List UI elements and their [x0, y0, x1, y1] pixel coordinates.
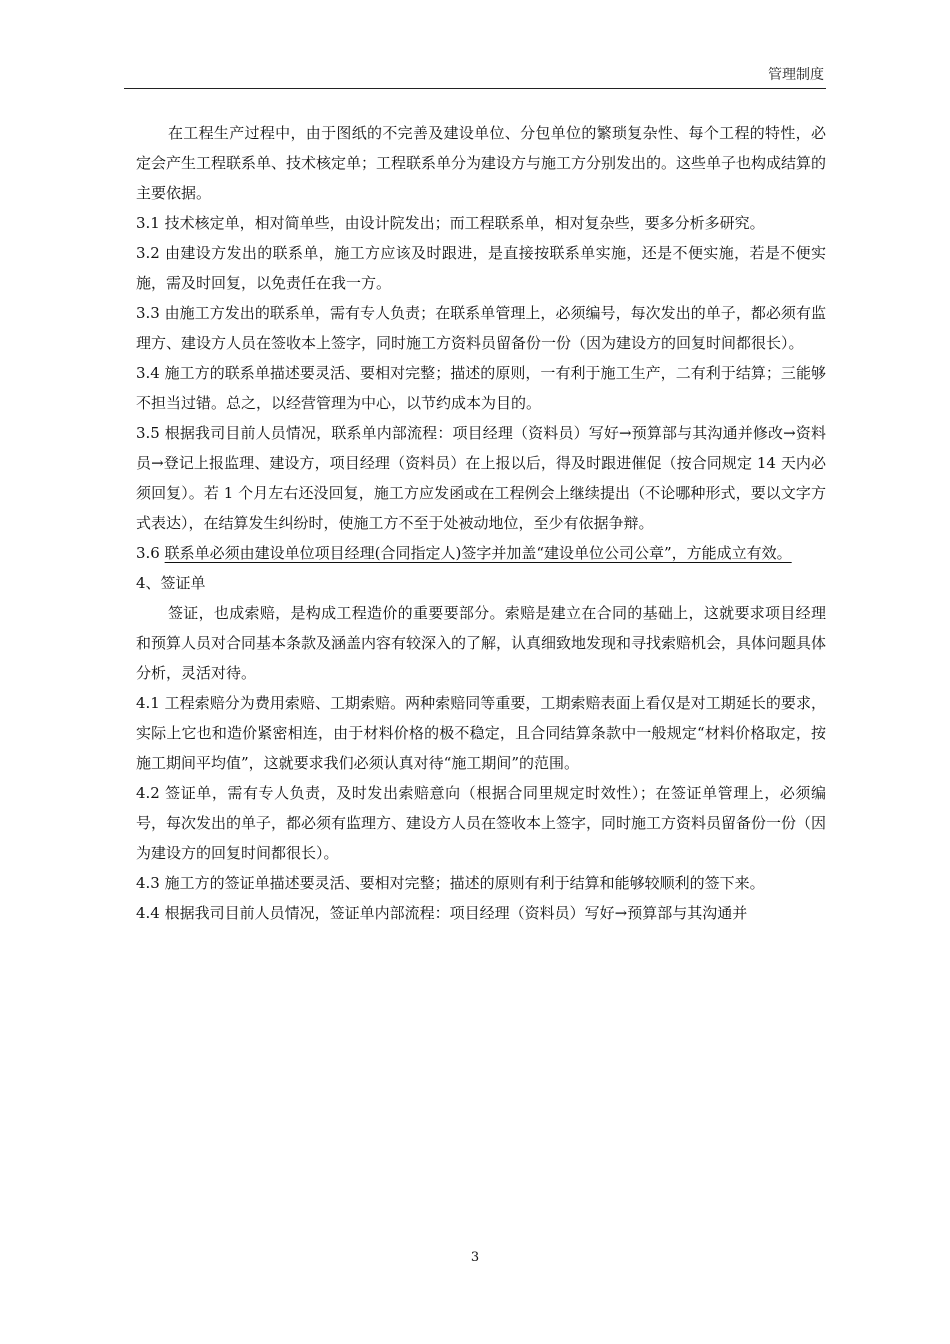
- paragraph-3-6-text: 联系单必须由建设单位项目经理(合同指定人)签字并加盖“建设单位公司公章”，方能成立有效。: [164, 544, 792, 562]
- paragraph-4-intro: 签证，也成索赔，是构成工程造价的重要要部分。索赔是建立在合同的基础上，这就要求项目经理和预算人员对合同基本条款及涵盖内容有较深入的了解，认真细致地发现和寻找索赔机会，具体问题具体分析，灵活对待。: [136, 604, 827, 682]
- paragraph-4-4: 4.4 根据我司目前人员情况，签证单内部流程：项目经理（资料员）写好→预算部与其沟通并: [136, 904, 748, 922]
- header-title: 管理制度: [768, 67, 824, 83]
- paragraph-4-3: 4.3 施工方的签证单描述要灵活、要相对完整；描述的原则有利于结算和能够较顺利的签下来。: [136, 874, 765, 892]
- paragraph-3-6-number: 3.6: [136, 544, 165, 562]
- paragraph-3-3: 3.3 由施工方发出的联系单，需有专人负责；在联系单管理上，必须编号，每次发出的单子，都必须有监理方、建设方人员在签收本上签字，同时施工方资料员留备份一份（因为建设方的回复时间都很长）。: [136, 304, 826, 352]
- paragraph-3-6: [136, 538, 826, 568]
- paragraph-4-2: 4.2 签证单，需有专人负责，及时发出索赔意向（根据合同里规定时效性）；在签证单管理上，必须编号，每次发出的单子，都必须有监理方、建设方人员在签收本上签字，同时施工方资料员留备份一份（因为建设方的回复时间都很长）。: [136, 784, 827, 862]
- intro-paragraph: 在工程生产过程中，由于图纸的不完善及建设单位、分包单位的繁琐复杂性、每个工程的特性，必定会产生工程联系单、技术核定单；工程联系单分为建设方与施工方分别发出的。这些单子也构成结算的主要依据。: [136, 124, 827, 202]
- paragraph-4-1: 4.1 工程索赔分为费用索赔、工期索赔。两种索赔同等重要，工期索赔表面上看仅是对工期延长的要求，实际上它也和造价紧密相连，由于材料价格的极不稳定，且合同结算条款中一般规定“材料价格取定，按施工期间平均值”，这就要求我们必须认真对待“施工期间”的范围。: [136, 694, 826, 772]
- page-header: [124, 64, 826, 89]
- paragraph-3-4: 3.4 施工方的联系单描述要灵活、要相对完整；描述的原则，一有利于施工生产，二有利于结算；三能够不担当过错。总之，以经营管理为中心，以节约成本为目的。: [136, 364, 826, 412]
- document-body: [136, 118, 826, 928]
- page-number: 3: [470, 1250, 480, 1265]
- paragraph-3-2: 3.2 由建设方发出的联系单，施工方应该及时跟进，是直接按联系单实施，还是不便实施，若是不便实施，需及时回复，以免责任在我一方。: [136, 244, 826, 292]
- paragraph-3-1: 3.1 技术核定单，相对简单些，由设计院发出；而工程联系单，相对复杂些，要多分析多研究。: [136, 214, 765, 232]
- section-heading-4: 4、签证单: [136, 574, 206, 592]
- paragraph-3-5: 3.5 根据我司目前人员情况，联系单内部流程：项目经理（资料员）写好→预算部与其沟通并修改→资料员→登记上报监理、建设方，项目经理（资料员）在上报以后，得及时跟进催促（按合同规定 14 天内必须回复）。若 1 个月左右还没回复，施工方应发函或在工程例会上继续提出（不论哪种形式，要以文字方式表达），在结算发生纠纷时，使施工方不至于处被动地位，至少有依据争辩。: [136, 424, 826, 532]
